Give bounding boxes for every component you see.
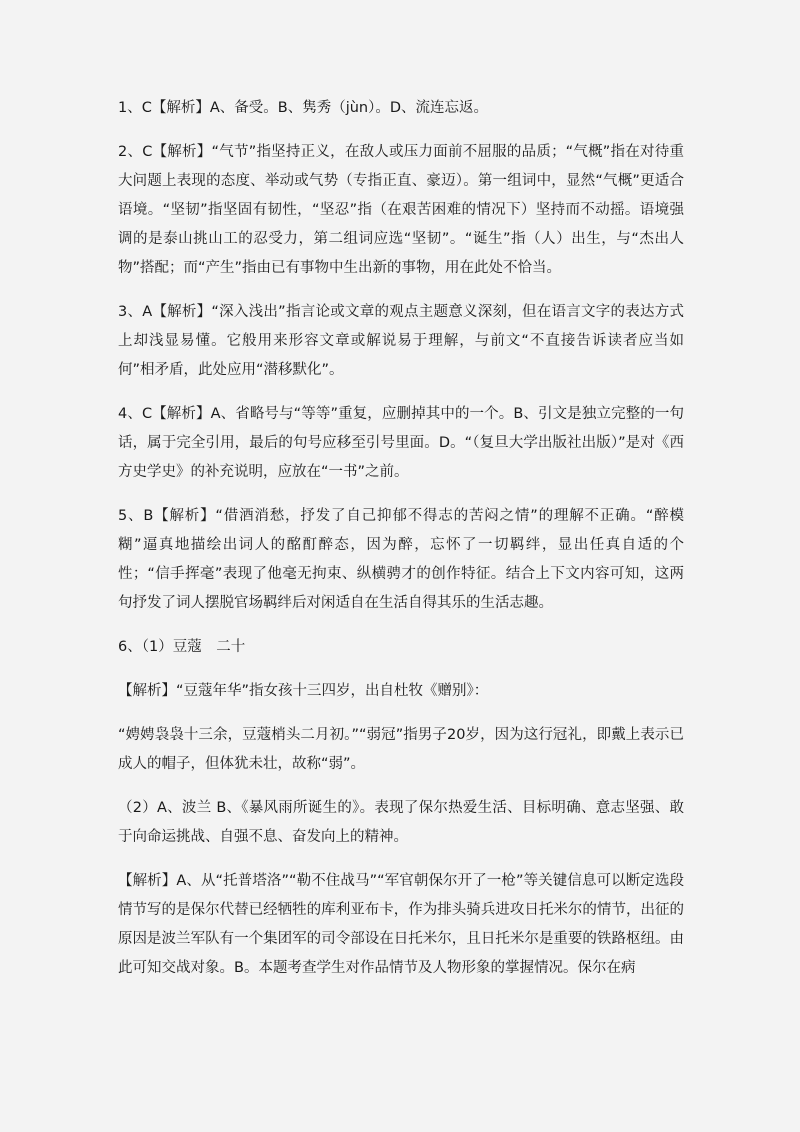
answer-4-paragraph: 4、C【解析】A、省略号与“等等”重复，应删掉其中的一个。B、引文是独立完整的一句话，属于完全引用，最后的句号应移至引号里面。D。“（复旦大学出版社出版）”是对《西方史学史》的补充说明，应放在“一书”之前。 xyxy=(118,406,684,480)
answer-1-paragraph: 1、C【解析】A、备受。B、隽秀（jùn）。D、流连忘返。 xyxy=(118,100,489,116)
answer-5-paragraph: 5、B【解析】“借酒消愁，抒发了自己抑郁不得志的苦闷之情”的理解不正确。“醉模糊”逼真地描绘出词人的酩酊醉态，因为醉，忘怀了一切羁绊，显出任真自适的个性；“信手挥毫”表现了他毫无拘束、纵横骋才的创作特征。结合上下文内容可知，这两句抒发了词人摆脱官场羁绊后对闲适自在生活自得其乐的生活志趣。 xyxy=(118,508,684,611)
answer-6-part2-paragraph: （2）A、波兰 B、《暴风雨所诞生的》。表现了保尔热爱生活、目标明确、意志坚强、敢于向命运挑战、自强不息、奋发向上的精神。 xyxy=(118,800,684,845)
answer-6-part2-analysis-paragraph: 【解析】A、从“托普塔洛”“勒不住战马”“军官朝保尔开了一枪”等关键信息可以断定选段情节写的是保尔代替已经牺牲的库利亚布卡，作为排头骑兵进攻日托米尔的情节，出征的原因是波兰军队有一个集团军的司令部设在日托米尔，且日托米尔是重要的铁路枢纽。由此可知交战对象。B。本题考查学生对作品情节及人物形象的掌握情况。保尔在病 xyxy=(118,873,684,976)
answer-6-part1-quote-paragraph: “娉娉袅袅十三余，豆蔻梢头二月初。”“弱冠”指男子20岁，因为这行冠礼，即戴上表示已成人的帽子，但体犹未壮，故称“弱”。 xyxy=(118,727,684,772)
answer-6-part1-analysis-paragraph: 【解析】“豆蔻年华”指女孩十三四岁，出自杜牧《赠别》： xyxy=(118,683,489,699)
answer-2-paragraph: 2、C【解析】“气节”指坚持正义，在敌人或压力面前不屈服的品质；“气概”指在对待重大问题上表现的态度、举动或气势（专指正直、豪迈）。第一组词中，显然“气概”更适合语境。“坚韧”指坚固有韧性，“坚忍”指（在艰苦困难的情况下）坚持而不动摇。语境强调的是泰山挑山工的忍受力，第二组词应选“坚韧”。“诞生”指（人）出生，与“杰出人物”搭配；而“产生”指由已有事物中生出新的事物，用在此处不恰当。 xyxy=(118,144,684,276)
answer-3-paragraph: 3、A【解析】“深入浅出”指言论或文章的观点主题意义深刻，但在语言文字的表达方式上却浅显易懂。它般用来形容文章或解说易于理解，与前文“不直接告诉读者应当如何”相矛盾，此处应用“潜移默化”。 xyxy=(118,304,684,378)
answer-6-part1-paragraph: 6、（1）豆蔻 二十 xyxy=(118,639,246,655)
answer-text-body xyxy=(118,94,684,998)
